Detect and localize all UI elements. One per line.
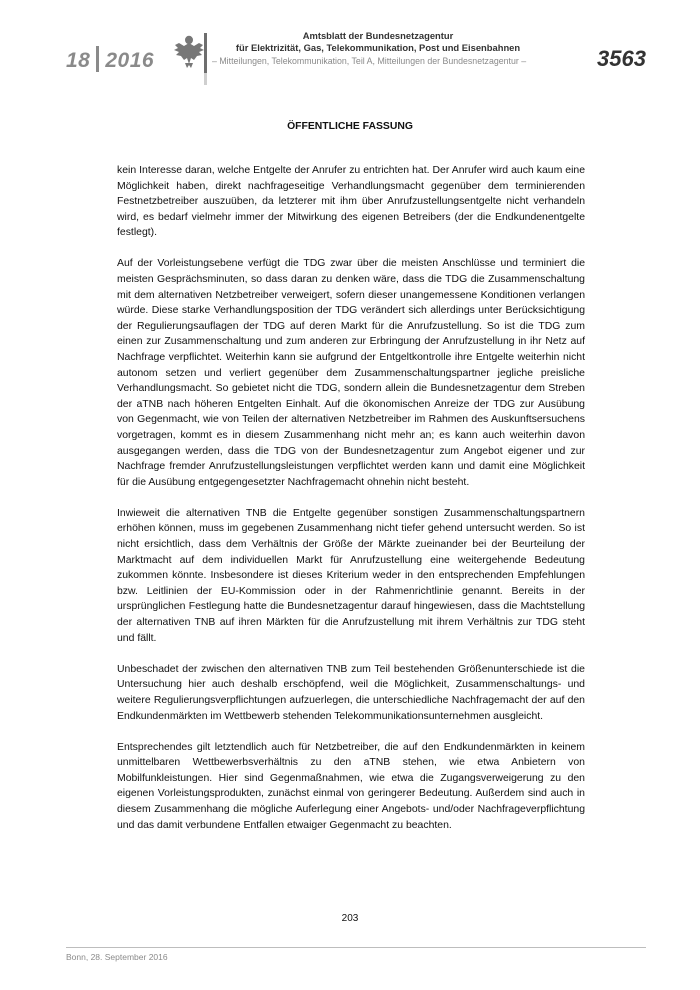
paragraph: kein Interesse daran, welche Entgelte der Anrufer zu entrichten hat. Der Anrufer wird auch kaum eine Möglichkeit haben, direkt nachfrageseitige Verhandlungsmacht gegenüber dem terminierenden Festnetzbetreiber auszuüben, da letzterer mit ihm über Anrufzustellungsentgelte nicht verhandeln wird, es bedarf vielmehr immer der Mitwirkung des eigenen Betreibers (der die Endkundenentgelte festlegt). (117, 165, 585, 239)
gazette-subtitle: – Mitteilungen, Telekommunikation, Teil A, Mitteilungen der Bundesnetzagentur – (212, 56, 527, 66)
document-title: ÖFFENTLICHE FASSUNG (287, 121, 413, 132)
footer-date: Bonn, 28. September 2016 (66, 952, 168, 962)
header-divider-light (204, 73, 207, 85)
footer-page-number: 203 (341, 913, 359, 924)
paragraph: Inwieweit die alternativen TNB die Entgelte gegenüber sonstigen Zusammenschaltungspartnern erhöhen können, muss im gegebenen Zusammenhang nicht tiefer gehend untersucht werden. So ist nicht ersichtlich, dass dem Verhältnis der Größe der Märkte zueinander bei der Beurteilung der Marktmacht auf dem individuellen Markt für Anrufzustellung eine weitergehende Bedeutung zukommen könnte. Insbesondere ist dieses Kriterium weder in den entsprechenden Empfehlungen bzw. Leitlinien der EU-Kommission oder in der Rahmenrichtlinie genannt. Bereits in der ursprünglichen Festlegung hatte die Bundesnetzagentur darauf hingewiesen, dass die Machtstellung der alternativen TNB auf ihren Märkten für die Anrufzustellung mit ihrem Verhältnis zur TDG steht und fällt. (117, 507, 585, 644)
issue-year: 2016 (105, 49, 155, 72)
gazette-title-line2: für Elektrizität, Gas, Telekommunikation, Post und Eisenbahnen (235, 41, 521, 53)
paragraph: Entsprechendes gilt letztendlich auch für Netzbetreiber, die auf den Endkundenmärkten in keinem unmittelbaren Wettbewerbsverhältnis zu den aTNB stehen, wie etwa Anbietern von Mobilfunkleistungen. Hier sind Gegenmaßnahmen, wie etwa die Zugangsverweigerung zu den eigenen Vorleistungsprodukten, zunächst einmal von geringerer Bedeutung. Außerdem sind auch in diesem Zusammenhang die mögliche Auferlegung einer Angebots- und/oder Nachfrageverpflichtung und das damit verbundene Entfallen etwaiger Gegenmacht zu beachten. (117, 741, 585, 831)
federal-eagle-icon (172, 34, 206, 70)
issue-label (66, 46, 154, 73)
gazette-title-line1: Amtsblatt der Bundesnetzagentur (302, 30, 454, 41)
gazette-page-number: 3563 (597, 46, 646, 71)
issue-number: 18 (66, 49, 91, 72)
paragraph: Unbeschadet der zwischen den alternativen TNB zum Teil bestehenden Größenunterschiede ist die Untersuchung hier auch deshalb erschöpfend, weil die Möglichkeit, Zusammenschaltungs- und weitere Regulierungsverpflichtungen aufzuerlegen, die unterschiedliche Nachfragemacht der auf den Endkundenmärkten im Wettbewerb stehenden Telekommunikationsunternehmen ausgleicht. (117, 663, 585, 722)
document-body (117, 163, 585, 849)
gazette-title (212, 30, 544, 53)
header-divider (204, 33, 207, 73)
footer-divider (66, 947, 646, 948)
issue-separator (96, 46, 99, 72)
paragraph: Auf der Vorleistungsebene verfügt die TDG zwar über die meisten Anschlüsse und terminiert die meisten Gesprächsminuten, so dass daran zu denken wäre, dass die TDG die Zusammenschaltung mit dem alternativen Netzbetreiber verweigert, sofern dieser unangemessene Konditionen verlangen würde. Diese starke Verhandlungsposition der TDG verändert sich allerdings unter Berücksichtigung der Regulierungsauflagen der TDG auf deren Markt für die Anrufzustellung. So ist die TDG zum einen zur Zusammenschaltung und zum anderen zur Erbringung der Anrufzustellung in ihr Netz auf Nachfrage verpflichtet. Weiterhin kann sie aufgrund der Entgeltkontrolle ihre Entgelte weiterhin nicht autonom setzen und verliert gegenüber dem Zusammenschaltungspartner jegliche preisliche Verhandlungsmacht. So gebietet nicht die TDG, sondern allein die Bundesnetzagentur dem Streben der aTNB nach höheren Entgelten Einhalt. Auf die ökonomischen Anreize der TDG zur Ausübung von Gegenmacht, wie von Teilen der alternativen Netzbetreiber im Rahmen des Auskunftsersuchens vorgetragen, kommt es in diesem Zusammenhang nicht mehr an; es kann auch weiterhin davon ausgegangen werden, dass die TDG von der Bundesnetzagentur zum Angebot eigener und zur Nachfrage fremder Anrufzustellungsleistungen verpflichtet werden kann und damit eine Möglichkeit für die Ausübung entgegengesetzter Nachfragemacht ohnehin nicht besteht. (117, 258, 585, 488)
